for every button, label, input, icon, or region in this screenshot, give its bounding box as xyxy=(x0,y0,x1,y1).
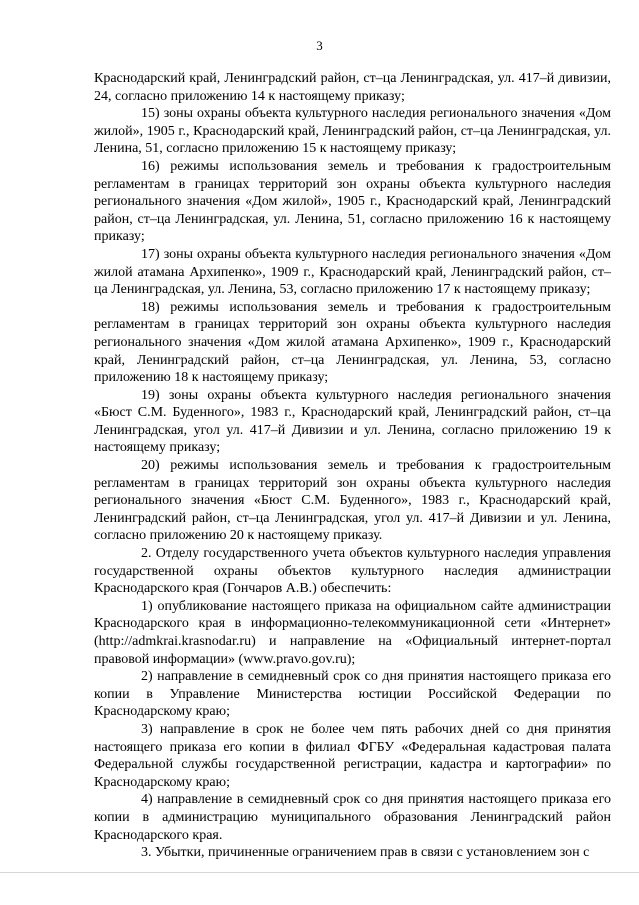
paragraph-subitem-3: 3) направление в срок не более чем пять рабочих дней со дня принятия настоящего приказа его копии в филиал ФГБУ «Федеральная кадастровая палата Федеральной службы государственной регистрации, кадастра и картографии» по Краснодарскому краю; xyxy=(94,721,611,790)
page-divider xyxy=(0,872,639,873)
paragraph-item-16: 16) режимы использования земель и требования к градостроительным регламентам в границах территорий зон охраны объекта культурного наследия регионального значения «Дом жилой», 1905 г., Краснодарский край, Ленинградский район, ст–ца Ленинградская, ул. Ленина, 51, согласно приложению 16 к настоящему приказу; xyxy=(94,158,611,245)
paragraph-subitem-2: 2) направление в семидневный срок со дня принятия настоящего приказа его копии в Управление Министерства юстиции Российской Федерации по Краснодарскому краю; xyxy=(94,669,611,720)
paragraph-item-15: 15) зоны охраны объекта культурного наследия регионального значения «Дом жилой», 1905 г., Краснодарский край, Ленинградский район, ст–ца Ленинградская, ул. Ленина, 51, согласно приложению 15 к настоящему приказу; xyxy=(94,106,611,157)
paragraph-subitem-4: 4) направление в семидневный срок со дня принятия настоящего приказа его копии в администрацию муниципального образования Ленинградский район Краснодарского края. xyxy=(94,792,611,843)
paragraph-item-18: 18) режимы использования земель и требования к градостроительным регламентам в границах территорий зон охраны объекта культурного наследия регионального значения «Дом жилой атамана Архипенко», 1909 г., Краснодарский край, Ленинградский район, ст–ца Ленинградская, ул. Ленина, 53, согласно приложению 18 к настоящему приказу; xyxy=(94,299,611,386)
document-body xyxy=(94,70,611,862)
paragraph-section-3: 3. Убытки, причиненные ограничением прав в связи с установлением зон с xyxy=(141,845,590,861)
paragraph-item-19: 19) зоны охраны объекта культурного наследия регионального значения «Бюст С.М. Буденного», 1983 г., Краснодарский край, Ленинградский район, ст–ца Ленинградская, угол ул. 417–й Дивизии и ул. Ленина, согласно приложению 19 к настоящему приказу; xyxy=(94,387,611,456)
paragraph-item-17: 17) зоны охраны объекта культурного наследия регионального значения «Дом жилой атамана Архипенко», 1909 г., Краснодарский край, Ленинградский район, ст–ца Ленинградская, ул. Ленина, 53, согласно приложению 17 к настоящему приказу; xyxy=(94,246,611,298)
paragraph-continuation: Краснодарский край, Ленинградский район, ст–ца Ленинградская, ул. 417–й дивизии, 24, согласно приложению 14 к настоящему приказу; xyxy=(94,71,611,104)
paragraph-item-20: 20) режимы использования земель и требования к градостроительным регламентам в границах территорий зон охраны объекта культурного наследия регионального значения «Бюст С.М. Буденного», 1983 г., Краснодарский край, Ленинградский район, ст–ца Ленинградская, угол ул. 417–й Дивизии и ул. Ленина, согласно приложению 20 к настоящему приказу. xyxy=(94,458,611,544)
paragraph-subitem-1: 1) опубликование настоящего приказа на официальном сайте администрации Краснодарского края в информационно-телекоммуникационной сети «Интернет» (http://admkrai.krasnodar.ru) и направление на «Официальный интернет-портал правовой информации» (www.pravo.gov.ru); xyxy=(94,598,611,667)
paragraph-section-2: 2. Отделу государственного учета объектов культурного наследия управления государственной охраны объектов культурного наследия администрации Краснодарского края (Гончаров А.В.) обеспечить: xyxy=(94,546,611,597)
page-number: 3 xyxy=(316,38,323,53)
